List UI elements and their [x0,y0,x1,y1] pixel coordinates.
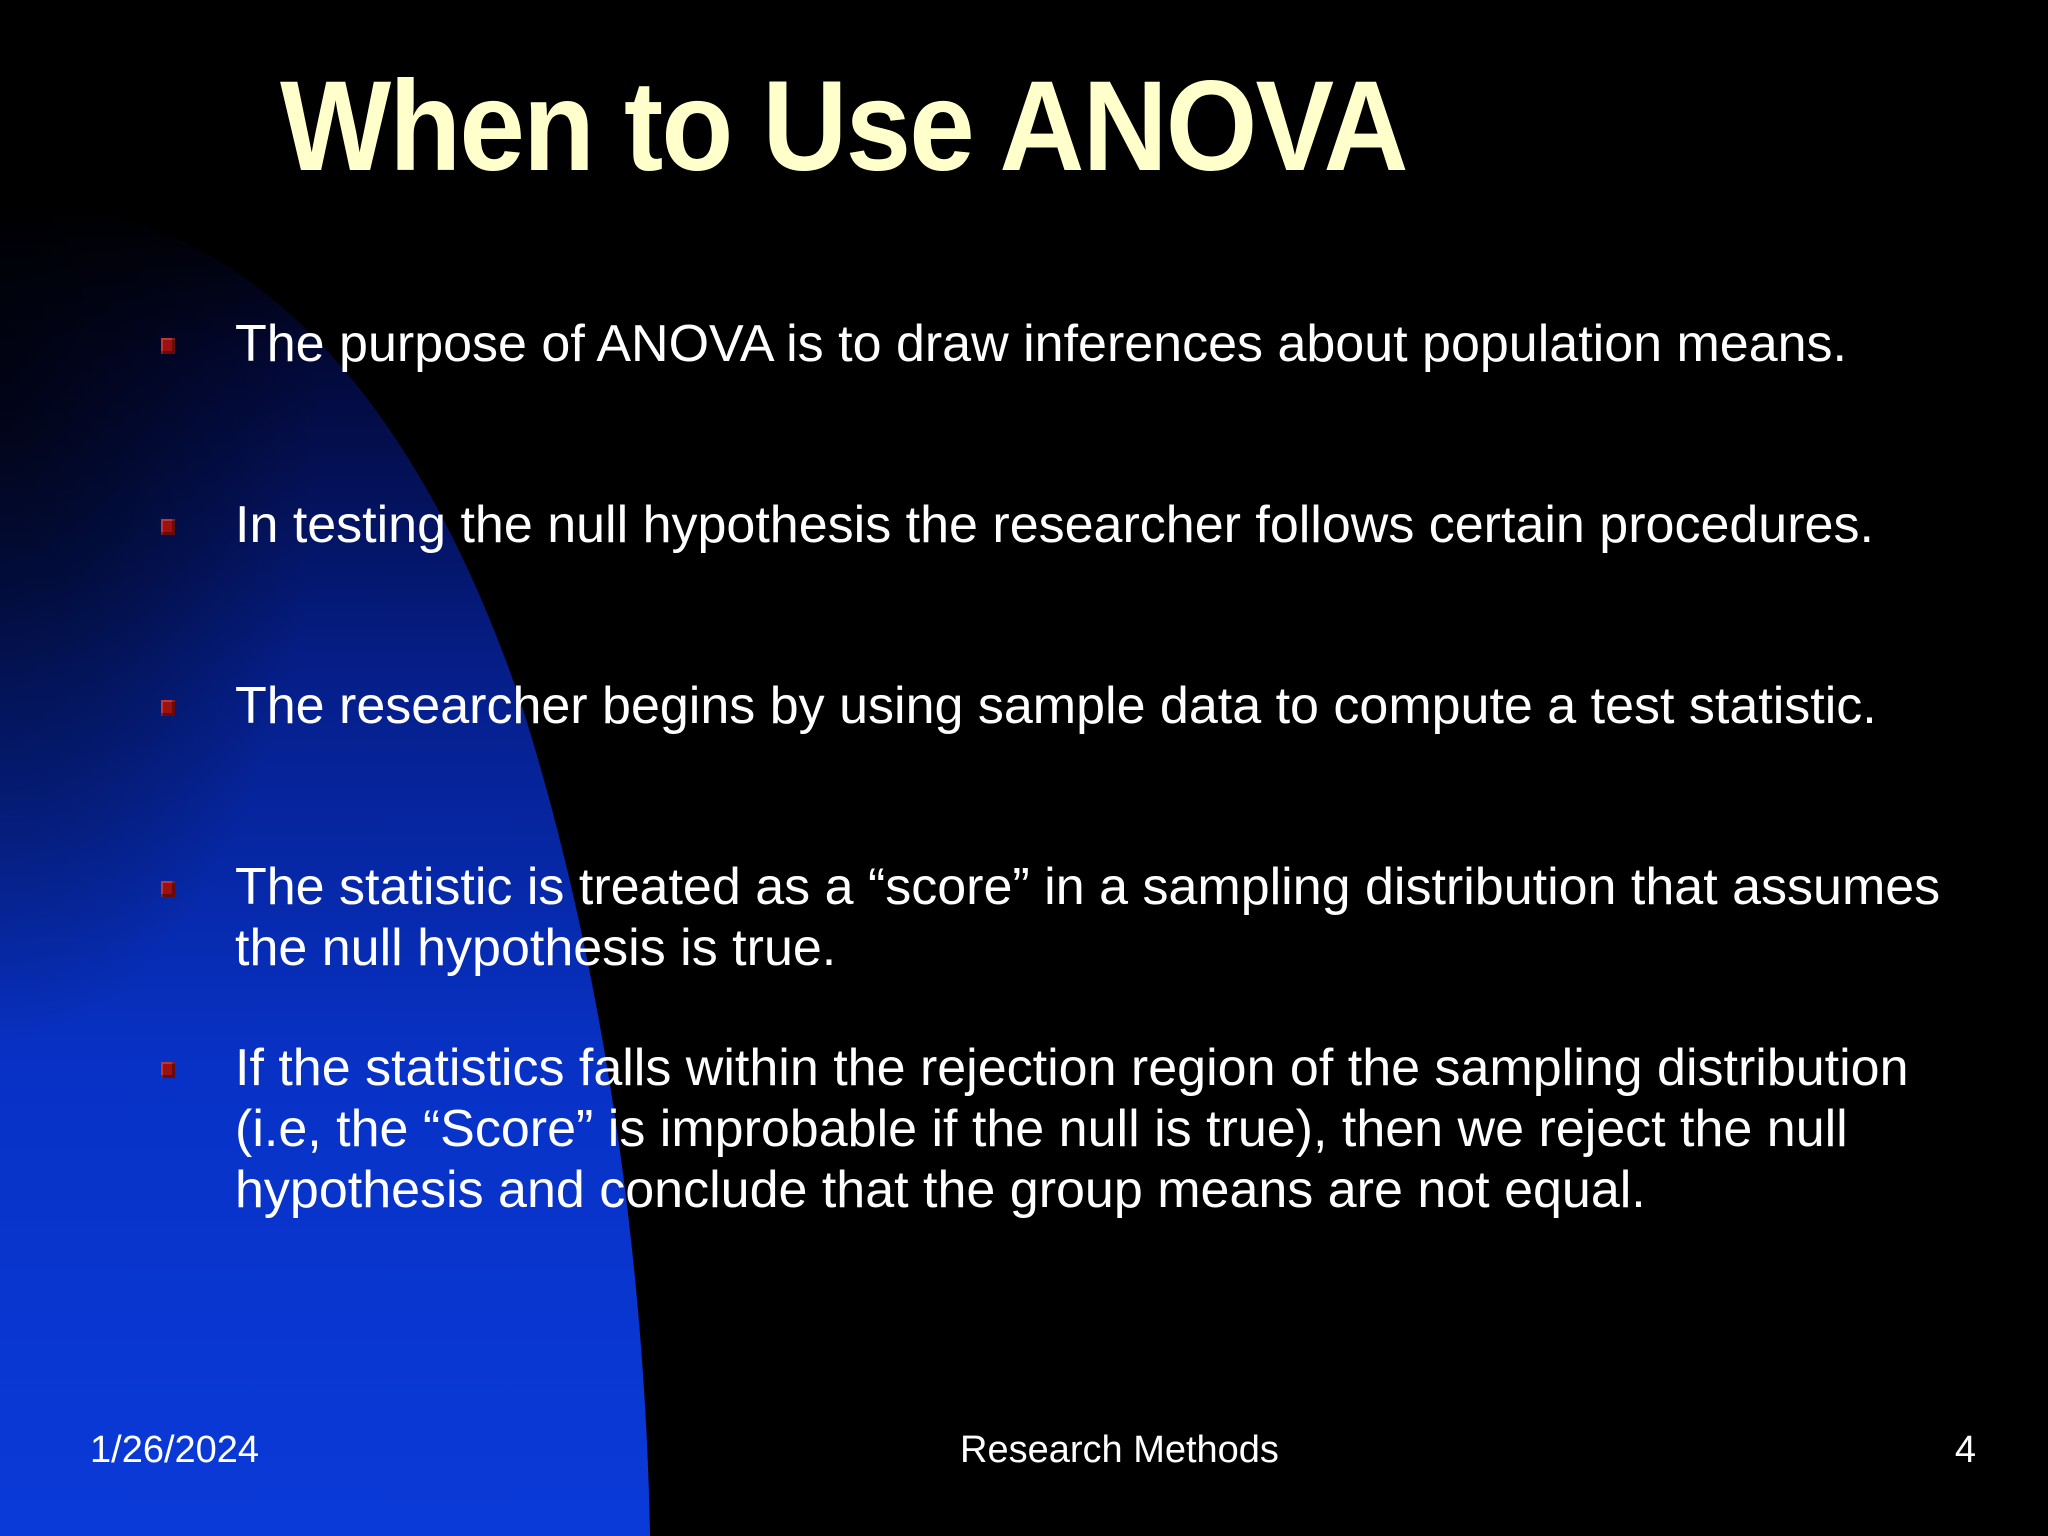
square-bullet-icon [161,881,175,897]
bullet-text: The purpose of ANOVA is to draw inferences about population means. [235,315,1847,373]
bullet-text: If the statistics falls within the rejection region of the sampling distribution (i.e, the “Score” is improbable if the null is true), then we reject the null hypothesis and conclude that the group means are not equal. [235,1039,1909,1219]
square-bullet-icon [161,519,175,535]
footer-title: Research Methods [960,1429,1279,1471]
page-number: 4 [1954,1429,1976,1471]
bullet-text: The researcher begins by using sample data to compute a test statistic. [235,677,1877,735]
bullet-text: In testing the null hypothesis the researcher follows certain procedures. [235,496,1874,554]
square-bullet-icon [161,1062,175,1078]
bullet-text: The statistic is treated as a “score” in a sampling distribution that assumes the null hypothesis is true. [235,858,1941,977]
square-bullet-icon [161,700,175,716]
footer-date: 1/26/2024 [90,1429,260,1471]
square-bullet-icon [161,338,175,354]
slide-title: When to Use ANOVA [280,55,1407,198]
